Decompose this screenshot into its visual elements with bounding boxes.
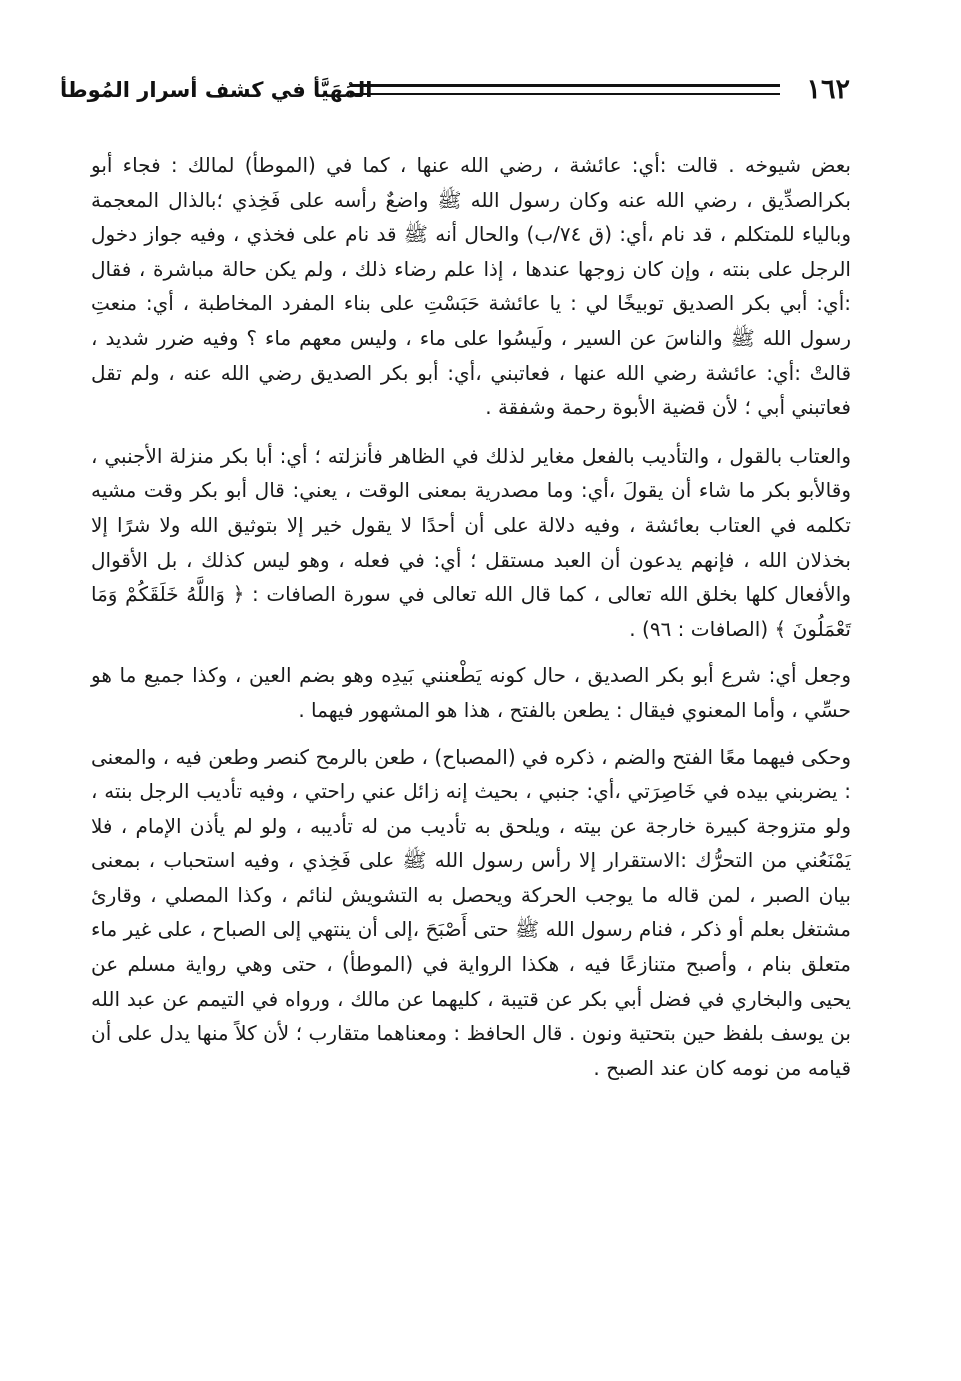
paragraph: وجعل أي: شرع أبو بكر الصديق ، حال كونه يَطْعنني بَيدِه وهو بضم العين ، وكذا جميع ما هو حسِّي ، وأما المعنوي فيقال : يطعن بالفتح ، هذا هو المشهور فيهما . — [91, 663, 851, 722]
header-rule — [350, 84, 780, 95]
running-title: المُهَيَّأ في كشف أسرار المُوطأ — [60, 78, 373, 102]
main-text — [91, 148, 851, 1085]
page-number: ١٦٢ — [806, 74, 850, 105]
paragraph: والعتاب بالقول ، والتأديب بالفعل مغاير لذلك في الظاهر فأنزلته ؛ أي: أبا بكر منزلة الأجنبي ، وقالأبو بكر ما شاء أن يقولَ ،أي: وما مصدرية بمعنى الوقت ، يعني: قال أبو بكر وقت مشيه تكلمه في العتاب بعائشة ، وفيه دلالة على أن أحدًا لا يقول خير إلا بتوثيق الله ولا شرًا إلا بخذلان الله ، فإنهم يدعون أن العبد مستقل ؛ أي: في فعله ، وهو ليس كذلك ، بل الأقوال والأفعال كلها بخلق الله تعالى ، كما قال الله تعالى في سورة الصافات : ﴿ وَاللَّهُ خَلَقَكُمْ وَمَا تَعْمَلُونَ ﴾ (الصافات : ٩٦) . — [91, 443, 851, 641]
paragraph: بعض شيوخه . قالت :أي: عائشة ، رضي الله عنها ، كما في (الموطأ) لمالك : فجاء أبو بكرالصدِّيق ، رضي الله عنه وكان رسول الله ﷺ واضعٌ رأسه على فَخِذي ؛بالذال المعجمة وبالياء للمتكلم ، قد نام ،أي: (ق ٧٤/ب) والحال أنه ﷺ قد نام على فخذي ، وفيه جواز دخول الرجل على بنته ، وإن كان زوجها عندها ، إذا علم رضاء ذلك ، ولم يكن حالة مباشرة ، فقال :أي: أبي بكر الصديق توبيخًا لي : يا عائشة حَبَسْتِ على بناء المفرد المخاطبة ، أي: منعتِ رسول الله ﷺ والناسَ عن السير ، ولَيسُوا على ماء ، وليس معهم ماء ؟ وفيه ضرر شديد ، قالتْ :أي: عائشة رضي الله عنها ، فعاتبني ،أي: أبو بكر الصديق رضي الله عنه ، ولم تقل فعاتبني أبي ؛ لأن قضية الأبوة رحمة وشفقة . — [91, 153, 851, 420]
paragraph: وحكى فيهما معًا الفتح والضم ، ذكره في (المصباح) ، طعن بالرمح كنصر وطعن فيه ، والمعنى : يضربني بيده في خَاصِرَتي ،أي: جنبي ، بحيث إنه زائل عني راحتي ، وفيه تأديب الرجل بنته ، ولو متزوجة كبيرة خارجة عن بيته ، ويلحق به تأديب من له تأديبه ، ولو لم يأذن الإمام ، فلا يَمْنَعُني من التحرُّك :الاستقرار إلا رأس رسول الله ﷺ على فَخِذي ، وفيه استحباب ، بمعنى بيان الصبر ، لمن قاله ما يوجب الحركة ويحصل به التشويش لنائم ، وكذا المصلي ، وقارئ مشتغل بعلم أو ذكر ، فنام رسول الله ﷺ حتى أَصْبَحَ ،إلى أن ينتهي إلى الصباح ، على غير ماء متعلق بنام ، وأصبح متنازعًا فيه ، هكذا الرواية في (الموطأ) ، حتى وهي رواية مسلم عن يحيى والبخاري في فضل أبي بكر عن قتيبة ، كليهما عن مالك ، ورواه في التيمم عن عبد الله بن يوسف بلفظ حين بتحتية ونون . قال الحافظ : ومعناهما متقارب ؛ لأن كلاً منها يدل على أن قيامه من نومه كان عند الصبح . — [91, 744, 851, 1080]
page-header — [60, 72, 850, 112]
